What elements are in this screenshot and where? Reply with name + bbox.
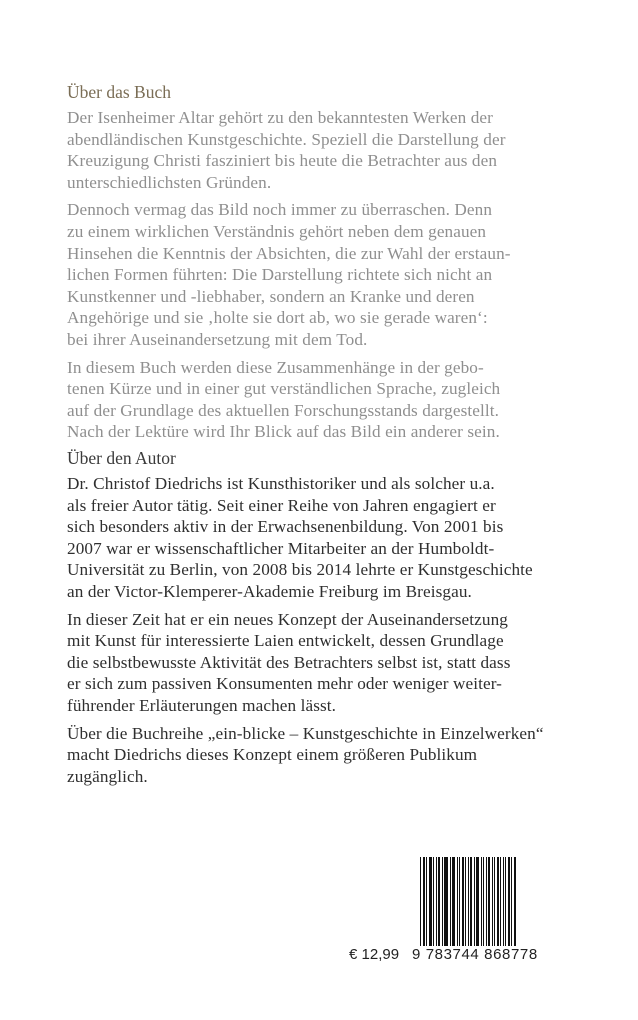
book-paragraph [67, 357, 607, 443]
text-line: In diesem Buch werden diese Zusammenhänge in der gebo- [67, 357, 484, 377]
text-line: tenen Kürze und in einer gut verständlichen Sprache, zugleich [67, 379, 501, 399]
barcode-bar [433, 857, 434, 949]
author-paragraph [67, 723, 607, 788]
price: € 12,99 [349, 946, 400, 963]
barcode-bar [444, 857, 448, 949]
barcode-bar [420, 857, 421, 949]
barcode-bar [508, 857, 510, 949]
text-line: Dennoch vermag das Bild noch immer zu überraschen. Denn [67, 200, 493, 220]
isbn-number: 9 783744 868778 [412, 946, 538, 963]
barcode-bar [450, 857, 451, 949]
barcode-bar [452, 857, 455, 949]
text-line: die selbstbewusste Aktivität des Betrachters selbst ist, statt dass [67, 652, 511, 672]
barcode-bar [423, 857, 425, 949]
text-line: auf der Grundlage des aktuellen Forschungsstands dargestellt. [67, 400, 500, 420]
text-line: Hinsehen die Kenntnis der Absichten, die zur Wahl der erstaun- [67, 243, 511, 263]
barcode-bar [457, 857, 458, 949]
text-line: Nach der Lektüre wird Ihr Blick auf das Bild ein anderer sein. [67, 422, 500, 442]
barcode-bar [500, 857, 501, 949]
author-paragraph [67, 609, 607, 717]
barcode-bar [511, 857, 512, 949]
book-paragraph [67, 199, 607, 350]
about-book-heading: Über das Buch [67, 82, 172, 102]
text-line: unterschiedlichsten Gründen. [67, 172, 272, 192]
text-line: sich besonders aktiv in der Erwachsenenbildung. Von 2001 bis [67, 517, 504, 537]
barcode-bar [426, 857, 427, 949]
barcode-bar [514, 857, 516, 949]
text-line: Universität zu Berlin, von 2008 bis 2014 lehrte er Kunstgeschichte [67, 560, 533, 580]
barcode-bar [492, 857, 493, 949]
barcode-bar [488, 857, 490, 949]
barcode-bar [468, 857, 469, 949]
barcode-bar [486, 857, 487, 949]
barcode-bar [438, 857, 440, 949]
text-line: zu einem wirklichen Verständnis gehört neben dem genauen [67, 221, 487, 241]
barcode-bar [481, 857, 482, 949]
barcode-bar [459, 857, 460, 949]
book-paragraph [67, 107, 607, 193]
text-line: er sich zum passiven Konsumenten mehr oder weniger weiter- [67, 674, 502, 694]
text-line: an der Victor-Klemperer-Akademie Freiburg im Breisgau. [67, 581, 472, 601]
about-author-section [67, 447, 607, 793]
barcode [420, 857, 540, 949]
text-line: Dr. Christof Diedrichs ist Kunsthistoriker und als solcher u.a. [67, 474, 495, 493]
barcode-bar [429, 857, 432, 949]
barcode-bar [503, 857, 504, 949]
barcode-bar [442, 857, 443, 949]
barcode-bar [497, 857, 499, 949]
barcode-bar [494, 857, 495, 949]
text-line: Angehörige und sie ‚holte sie dort ab, wo sie gerade waren‘: [67, 308, 488, 328]
text-line: 2007 war er wissenschaftlicher Mitarbeiter an der Humboldt- [67, 538, 495, 558]
barcode-bar [483, 857, 484, 949]
about-author-heading: Über den Autor [67, 448, 176, 468]
barcode-bar [470, 857, 472, 949]
barcode-bar [465, 857, 466, 949]
barcode-bar [436, 857, 437, 949]
text-line: bei ihrer Auseinandersetzung mit dem Tod. [67, 329, 368, 349]
text-line: Kreuzigung Christi fasziniert bis heute die Betrachter aus den [67, 151, 498, 171]
text-line: zugänglich. [67, 766, 148, 786]
text-line: Der Isenheimer Altar gehört zu den bekanntesten Werken der [67, 108, 493, 127]
barcode-bar [476, 857, 479, 949]
text-line: Über die Buchreihe „ein-blicke – Kunstgeschichte in Einzelwerken“ [67, 723, 544, 743]
barcode-bar [462, 857, 464, 949]
about-book-section [67, 81, 607, 449]
text-line: lichen Formen führten: Die Darstellung richtete sich nicht an [67, 265, 493, 285]
text-line: als freier Autor tätig. Seit einer Reihe von Jahren engagiert er [67, 495, 496, 515]
text-line: führender Erläuterungen machen lässt. [67, 695, 337, 715]
text-line: macht Diedrichs dieses Konzept einem größeren Publikum [67, 745, 478, 765]
barcode-bar [505, 857, 506, 949]
author-paragraph [67, 473, 607, 603]
barcode-bar [474, 857, 475, 949]
text-line: mit Kunst für interessierte Laien entwickelt, dessen Grundlage [67, 631, 504, 651]
text-line: abendländischen Kunstgeschichte. Speziell die Darstellung der [67, 129, 506, 149]
text-line: In dieser Zeit hat er ein neues Konzept der Auseinandersetzung [67, 609, 508, 629]
text-line: Kunstkenner und -liebhaber, sondern an Kranke und deren [67, 286, 475, 306]
